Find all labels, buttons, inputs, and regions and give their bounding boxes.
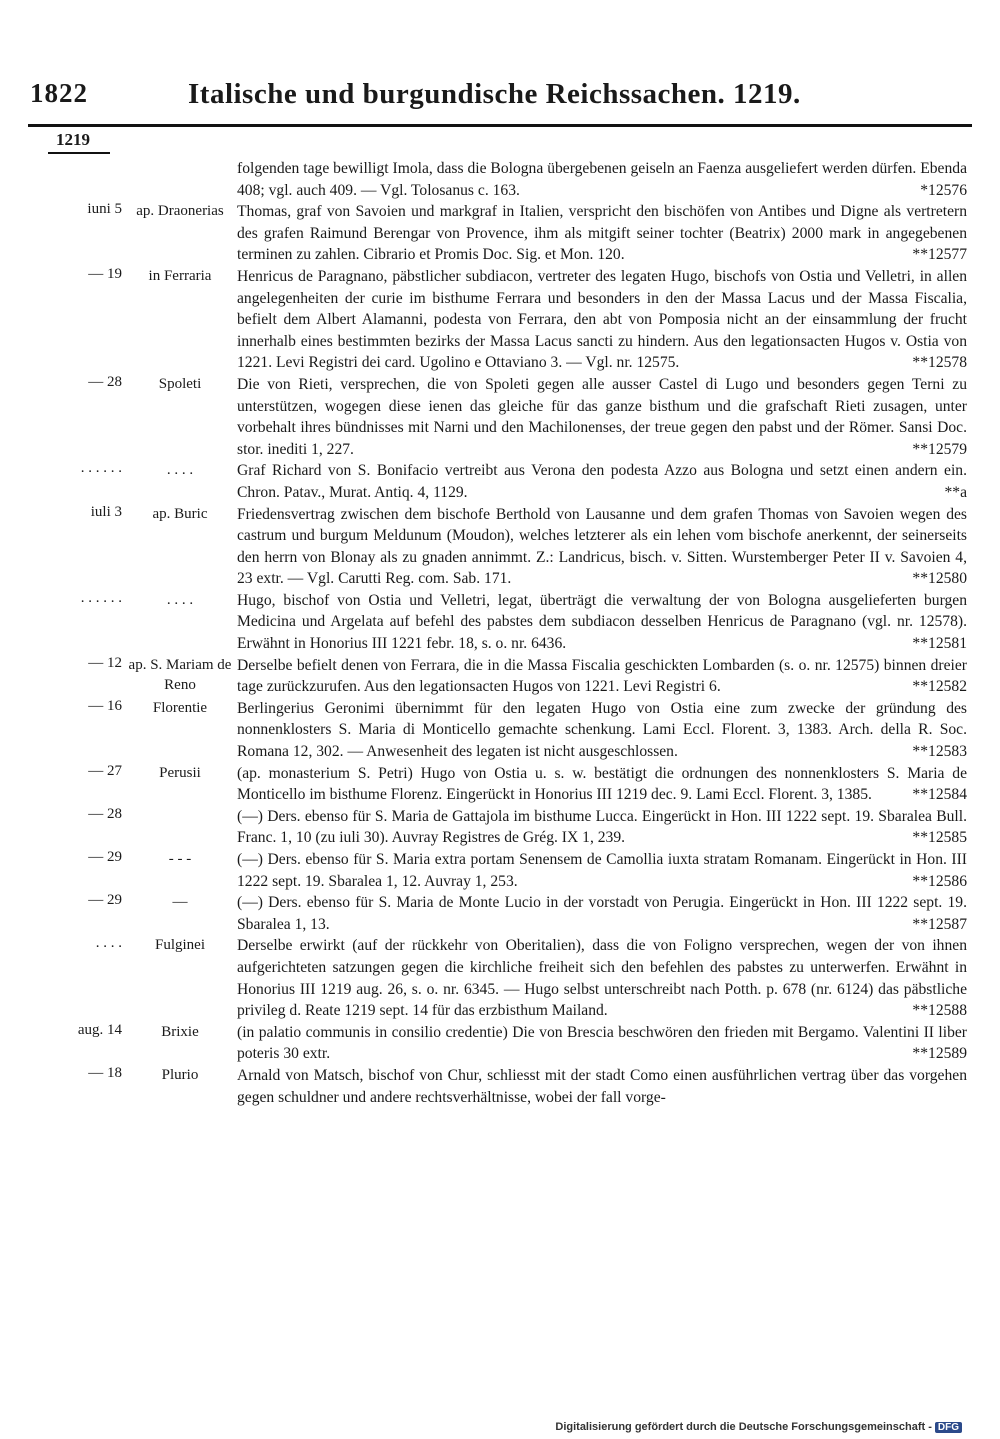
regest-entry (0, 806, 1000, 849)
entry-number: **12577 (912, 246, 967, 264)
regest-list (0, 158, 1000, 1106)
regest-entry (0, 1022, 1000, 1065)
entry-body: Friedensvertrag zwischen dem bischofe Berthold von Lausanne und dem grafen Thomas von Savoien wegen des castrum und burgum Meldunum (Moudon), welches letzterer als ein lehen vom bischofe anerkennt, der seinerseits den herrn von Blonay als zu gnaden annimmt. Z.: Landricus, bisch. v. Sitten. Wurstemberger Peter II v. Savoien 4, 23 extr. — Vgl. Carutti Reg. com. Sab. 171. (237, 505, 967, 588)
entry-date: iuni 5 (87, 201, 122, 218)
regest-entry (0, 892, 1000, 935)
regest-entry (0, 158, 1000, 201)
entry-text (237, 698, 967, 763)
entry-date: . . . . . . (80, 460, 122, 477)
entry-date: — 27 (88, 762, 122, 779)
entry-number: **12586 (912, 872, 967, 890)
regest-entry (0, 849, 1000, 892)
entry-text (237, 266, 967, 374)
regest-entry (0, 460, 1000, 503)
page-number: 1822 (30, 78, 88, 108)
entry-body: Thomas, graf von Savoien und markgraf in Italien, verspricht den bischöfen von Antibes und Digne als vertretern des grafen Raimund Berengar von Provence, ihm als mitgift seiner tochter (Beatrix) 2000 mark in angegebenen terminen zu zahlen. Cibrario et Promis Doc. Sig. et Mon. 120. (237, 203, 967, 264)
entry-body: (in palatio communis in consilio credentie) Die von Brescia beschwören den frieden mit Bergamo. Valentini II liber poteris 30 extr. (237, 1023, 967, 1063)
entry-body: Derselbe befielt denen von Ferrara, die in die Massa Fiscalia geschickten Lombarden (s. o. nr. 12575) binnen dreier tage zurückzurufen. Aus den legationsacten Hugos von 1221. Levi Registri 6. (237, 656, 967, 696)
entry-date: . . . . . . (80, 589, 122, 606)
entry-number: **12584 (912, 786, 967, 804)
entry-body: folgenden tage bewilligt Imola, dass die Bologna übergebenen geiseln an Faenza ausgeliefert werden dürfen. Ebenda 408; vgl. auch 409. — Vgl. Tolosanus c. 163. (237, 160, 967, 199)
entry-place: - - - (168, 851, 192, 867)
entry-text (237, 158, 967, 201)
entry-number: **12581 (912, 635, 967, 653)
entry-body: (—) Ders. ebenso für S. Maria de Gattajola im bisthume Lucca. Eingerückt in Hon. III 1222 sept. 19. Sbaralea Bull. Franc. 1, 10 (zu iuli 30). Auvray Registres de Grég. IX 1, 239. (237, 807, 967, 847)
entry-number: **12585 (912, 829, 967, 847)
entry-text (237, 806, 967, 849)
entry-place: . . . . (166, 591, 194, 608)
entry-text (237, 763, 967, 806)
entry-text (237, 201, 967, 266)
entry-date: — 28 (88, 373, 122, 390)
regest-entry (0, 504, 1000, 590)
entry-body: (—) Ders. ebenso für S. Maria de Monte Lucio in der vorstadt von Perugia. Eingerückt in Hon. III 1222 sept. 19. Sbaralea 1, 13. (237, 894, 967, 933)
entry-date: — 19 (88, 265, 122, 282)
entry-number: **12579 (912, 440, 967, 458)
regest-entry (0, 1065, 1000, 1108)
year-rule (48, 152, 110, 154)
entry-body: Die von Rieti, versprechen, die von Spoleti gegen alle ausser Castel di Lugo und besonders gegen Terni zu unterstützen, wogegen diese ienen das gleiche für das ganze bisthum und die grafschaft Rieti zusagen, unter vorbehalt ihres bündnisses mit Narni und den Machilonenses, der treue gegen den pabst und der Römer. Sansi Doc. stor. inediti 1, 227. (237, 375, 967, 458)
entry-text (237, 460, 967, 503)
regest-entry (0, 935, 1000, 1021)
entry-text (237, 374, 967, 460)
entry-text (237, 935, 967, 1021)
entry-place: Brixie (161, 1023, 199, 1040)
entry-place: ap. Buric (152, 505, 208, 522)
entry-text (237, 1022, 967, 1065)
header-rule (28, 124, 972, 127)
entry-number: **a (944, 483, 967, 501)
credit-text: Digitalisierung gefördert durch die Deutsche Forschungsgemeinschaft - (555, 1421, 932, 1433)
entry-place: ap. S. Mariam de Reno (128, 656, 232, 693)
entry-date: — 12 (88, 654, 122, 671)
entry-place: Fulginei (154, 937, 205, 954)
entry-place: Plurio (161, 1066, 199, 1083)
entry-body: Derselbe erwirkt (auf der rückkehr von Oberitalien), dass die von Foligno versprechen, wegen der von ihnen aufgerichteten satzungen gegen die kirchliche freiheit sich den befehlen des pabstes zu unterwerfen. Erwähnt in Honorius III 1219 aug. 26, s. o. nr. 6345. — Hugo selbst unterschreibt nach Potth. p. 678 (nr. 6124) das päbstliche privileg d. Reate 1219 sept. 14 für das erzbisthum Mailand. (237, 937, 967, 1020)
entry-number: **12587 (912, 915, 967, 933)
regest-entry (0, 374, 1000, 460)
entry-place: in Ferraria (148, 267, 212, 284)
entry-place: ap. Draonerias (136, 203, 224, 220)
entry-number: **12589 (912, 1045, 967, 1063)
entry-date: — 18 (88, 1064, 122, 1081)
entry-body: Berlingerius Geronimi übernimmt für den legaten Hugo von Ostia eine zum zwecke der gründung des nonnenklosters S. Maria di Monticello gemachte schenkung. Lami Eccl. Florent. 3, 1383. Arch. della R. Soc. Romana 12, 302. — Anwesenheit des legaten ist nicht ausgeschlossen. (237, 699, 967, 761)
regest-entry (0, 763, 1000, 806)
entry-date: aug. 14 (77, 1021, 122, 1038)
entry-date: . . . . (95, 935, 122, 952)
entry-number: **12578 (912, 354, 967, 372)
entry-date: — 28 (88, 805, 122, 822)
regest-entry (0, 590, 1000, 655)
page-title: Italische und burgundische Reichssachen. 1219. (188, 78, 801, 110)
entry-date: iuli 3 (90, 503, 122, 520)
entry-text (237, 504, 967, 590)
entry-date: — 16 (88, 697, 122, 714)
entry-place: Florentie (152, 699, 208, 716)
regest-entry (0, 266, 1000, 374)
digitization-credit (555, 1421, 962, 1433)
entry-number: **12582 (912, 678, 967, 696)
entry-body: Hugo, bischof von Ostia und Velletri, legat, überträgt die verwaltung der von Bologna ausgelieferten burgen Medicina und Argelata auf befehl des pabstes dem subdiacon desselben Henricus de Paragnano (vgl. nr. 12578). Erwähnt in Honorius III 1221 febr. 18, s. o. nr. 6436. (237, 591, 967, 653)
year-label: 1219 (56, 130, 90, 149)
entry-place: — (172, 894, 188, 911)
entry-date: — 29 (88, 849, 122, 865)
entry-text (237, 892, 967, 935)
entry-date: — 29 (88, 892, 122, 909)
entry-text (237, 590, 967, 655)
regest-entry (0, 201, 1000, 266)
entry-body: (ap. monasterium S. Petri) Hugo von Ostia u. s. w. bestätigt die ordnungen des nonnenklosters S. Maria de Monticello im bisthume Florenz. Eingerückt in Honorius III 1219 dec. 9. Lami Eccl. Florent. 3, 1385. (237, 764, 967, 804)
entry-body: (—) Ders. ebenso für S. Maria extra portam Senensem de Camollia iuxta stratam Romanam. Eingerückt in Hon. III 1222 sept. 19. Sbaralea 1, 12. Auvray 1, 253. (237, 851, 967, 890)
entry-place: Spoleti (158, 375, 202, 392)
entry-text (237, 849, 967, 892)
entry-body: Arnald von Matsch, bischof von Chur, schliesst mit der stadt Como einen ausführlichen vertrag über das vorgehen gegen schuldner und andere rechtsverhältnisse, wobei der fall vorge- (237, 1066, 967, 1106)
regest-entry (0, 655, 1000, 698)
entry-body: Graf Richard von S. Bonifacio vertreibt aus Verona den podesta Azzo aus Bologna und setzt einen andern ein. Chron. Patav., Murat. Antiq. 4, 1129. (237, 462, 967, 501)
entry-body: Henricus de Paragnano, päbstlicher subdiacon, vertreter des legaten Hugo, bischofs von Ostia und Velletri, in allen angelegenheiten der curie im bisthume Ferrara und besonders in den der Massa Lacus und der Massa Fiscalia, befielt dem Albert Alamanni, podesta von Ferrara, den abt von Pomposia nicht an der einsammlung der frucht innerhalb eines bestimmten bezirks der Massa Lacus sancti zu hindern. Aus den legationsacten Hugos v. Ostia von 1221. Levi Registri dei card. Ugolino e Ottaviano 3. — Vgl. nr. 12575. (237, 267, 967, 372)
entry-number: *12576 (920, 181, 967, 199)
entry-place: . . . . (166, 462, 194, 479)
dfg-logo: DFG (935, 1422, 962, 1433)
entry-number: **12583 (912, 743, 967, 761)
entry-text (237, 1065, 967, 1108)
entry-text (237, 655, 967, 698)
regest-entry (0, 698, 1000, 763)
entry-number: **12588 (912, 1002, 967, 1020)
entry-number: **12580 (912, 570, 967, 588)
entry-place: Perusii (159, 764, 201, 781)
